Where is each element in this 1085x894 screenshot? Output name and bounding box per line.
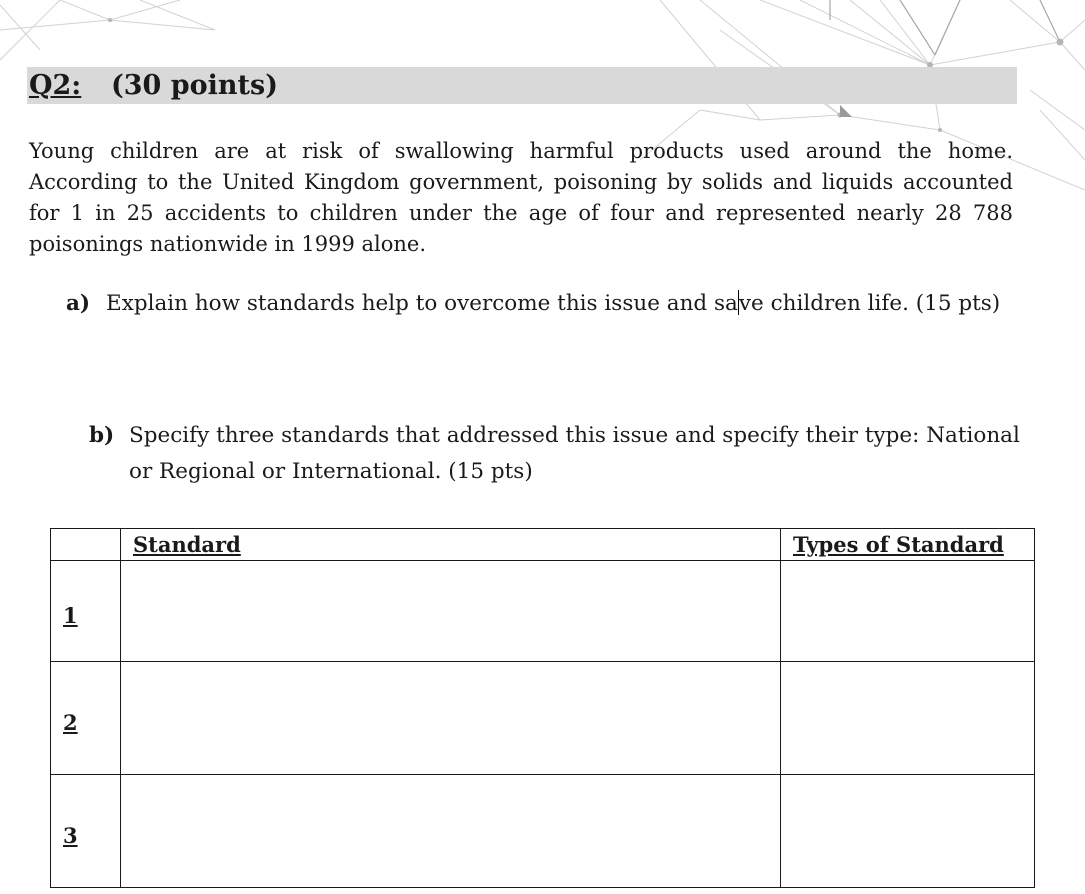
standard-cell[interactable] bbox=[121, 561, 781, 662]
row-number: 1 bbox=[51, 561, 121, 662]
header-number-cell bbox=[51, 529, 121, 561]
question-number: Q2: bbox=[29, 70, 82, 101]
part-a-label: a) bbox=[66, 291, 91, 316]
table-header-row bbox=[51, 529, 1035, 561]
question-intro-paragraph: Young children are at risk of swallowing harmful products used around the home. According to the United Kingdom government, poisoning by solids and liquids accounted for 1 in 25 accidents to children under the age of four and represented nearly 28 788 poisonings nationwide in 1999 alone. bbox=[29, 139, 1013, 256]
part-a bbox=[66, 288, 1026, 320]
question-header bbox=[27, 67, 1017, 104]
answer-table bbox=[50, 528, 1035, 888]
table-row bbox=[51, 775, 1035, 888]
standard-cell[interactable] bbox=[121, 662, 781, 775]
row-number: 2 bbox=[51, 662, 121, 775]
type-cell[interactable] bbox=[781, 775, 1035, 888]
part-a-text-start: Explain how standards help to overcome this issue and sa bbox=[106, 291, 738, 316]
part-b bbox=[89, 418, 1049, 490]
type-cell[interactable] bbox=[781, 561, 1035, 662]
part-a-text-end: ve children life. (15 pts) bbox=[738, 291, 1001, 316]
header-types-of-standard: Types of Standard bbox=[781, 529, 1035, 561]
type-cell[interactable] bbox=[781, 662, 1035, 775]
table-row bbox=[51, 662, 1035, 775]
part-b-line2: or Regional or International. (15 pts) bbox=[129, 459, 533, 484]
part-b-label: b) bbox=[89, 423, 115, 448]
header-standard: Standard bbox=[121, 529, 781, 561]
row-number: 3 bbox=[51, 775, 121, 888]
table-row bbox=[51, 561, 1035, 662]
standard-cell[interactable] bbox=[121, 775, 781, 888]
question-points: (30 points) bbox=[111, 70, 278, 101]
part-b-line1: Specify three standards that addressed this issue and specify their type: National bbox=[129, 423, 1020, 448]
